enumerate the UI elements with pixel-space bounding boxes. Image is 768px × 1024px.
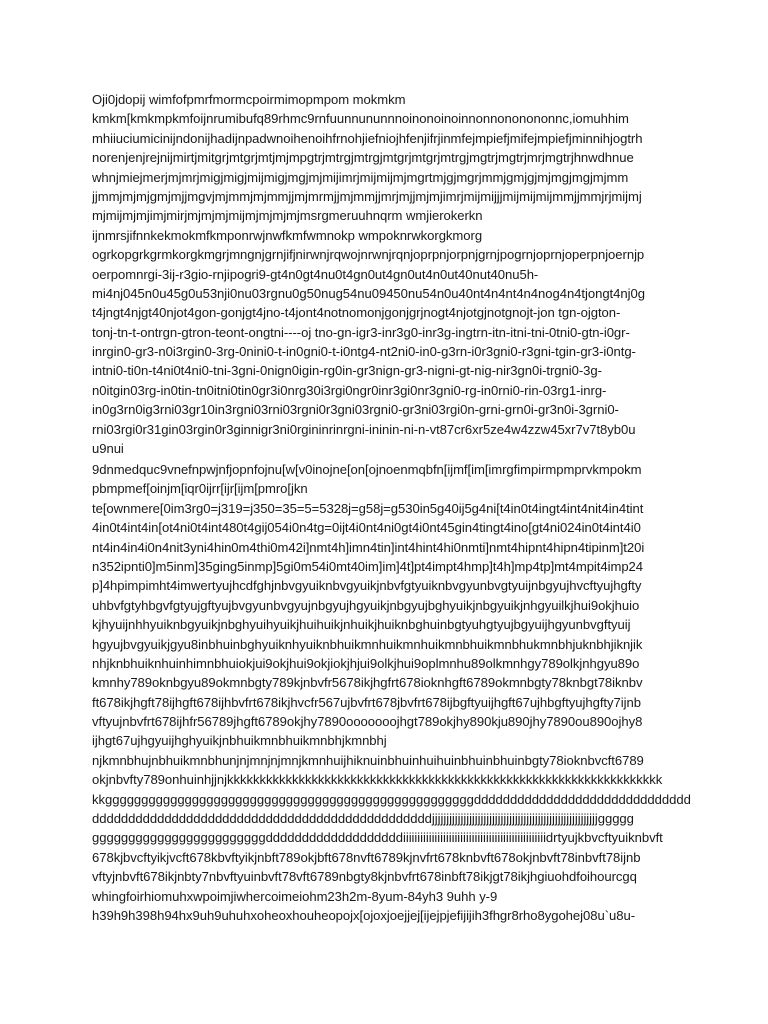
text-line: n0itgin03rg-in0tin-tn0itni0tin0gr3i0nrg30i3rgi0ngr0inr3gi0nr3gni0-rg-in0rni0-rin-03rg1-inrg- [92,382,607,398]
text-line: 9dnmedquc9vnefnpwjnfjopnfojnu[w[v0inojne[on[ojnoenmqbfn[ijmf[im[imrgfimpirmpmprvkmpokm [92,462,642,477]
text-line: u9nui [92,441,124,457]
text-line: p]4hpimpimht4imwertyujhcdfghjnbvgyuiknbvgyuikjnbvfgtyuiknbvgyunbvgtyuijnbgyujhvcftyujhgfty [92,578,642,594]
text-line: ggggggggggggggggggggggggdddddddddddddddddddiiiiiiiiiiiiiiiiiiiiiiiiiiiiiiiiiiiiiiiiiiiiiiiiiidrtyujkbvcftyuiknbvft [92,830,663,846]
text-line: 4in0t4int4in[ot4ni0t4int480t4gij054i0n4tg=0ijt4i0nt4ni0gt4i0nt45gin4tingt4ino[gt4ni024in0t4int4i0 [92,520,641,536]
text-line: kmnhy789oknbgyu89okmnbgty789kjnbvfr5678ikjhgfrt678ioknhgft6789okmnbgty78knbgt78iknbv [92,675,643,691]
text-line: te[ownmere[0im3rg0=j319=j350=35=5=5328j=g58j=g530in5g40ij5g4ni[t4in0t4ingt4int4nit4in4tint [92,500,644,516]
text-line: kkgggggggggggggggggggggggggggggggggggggggggggggggggggdddddddddddddddddddddddddddddd [92,791,691,807]
text-line: hgyujbvgyuikjgyu8inbhuinbghyuiknhyuiknbhuikmnhuikmnhuikmnbhuikmnbhukmnbhjuknbhjiknjik [92,636,643,652]
text-line: ft678ikjhgft78ijhgft678ijhbvfrt678ikjhvcfr567ujbvfrt678jbvfrt678ijbgftyuijhgft67ujhbgftyujhgfty7ijnb [92,694,641,710]
text-line: pbmpmef[oinjm[iqr0ijrr[ijr[ijm[pmro[jkn [92,481,308,497]
text-line: kmkm[kmkmpkmfoijnrumibufq89rhmc9rnfuunnununnnoinonoinoinnonnononononnc,iomuhhim [92,111,629,127]
text-line: oerpomnrgi-3ij-r3gio-rnjipogri9-gt4n0gt4nu0t4gn0ut4gn0ut4n0ut40nut40nu5h- [92,266,539,282]
text-line: ijhgt67ujhgyuijhghyuikjnbhuikmnbhuikmnbhjkmnbhj [92,733,387,749]
text-line: ogrkopgrkgrmkorgkmgrjmngnjgrnjifjnirwnjrqwojnrwnjrqnjoprpnjorpnjgrnjpogrnjoprnjoperpnjoernjp [92,247,645,263]
text-line: in0g3rn0ig3rni03gr10in3rgni03rni03rgni0r3gni03rgni0-gr3ni03rgi0n-grni-grn0i-gr3n0i-3grni0- [92,402,619,418]
text-line: 678kjbvcftyikjvcft678kbvftyikjnbft789okjbft678nvft6789kjnvfrt678knbvft678okjnbvft78inbvft78ijnb [92,849,641,865]
paragraph-2 [92,460,692,925]
text-line: inrgin0-gr3-n0i3rgin0-3rg-0nini0-t-in0gni0-t-i0ntg4-nt2ni0-in0-g3rn-i0r3gni0-r3gni-tgin-gr3-i0ntg- [92,344,636,360]
text-line: n352ipnti0]m5inm]35ging5inmp]5gi0m54i0mt40im]im]4t]pt4impt4hmp]t4h]mp4tp]mt4mpit4imp24 [92,558,644,574]
text-line: uhbvfgtyhbgvfgtyujgftyujbvgyunbvgyujnbgyujhgyuikjnbgyujbghyuikjnbgyuikjnhgyuilkjhui9okjhuio [92,597,640,613]
text-line: kjhyuijnhhyuiknbgyuikjnbghyuihyuikjhuihuikjnhuikjhuiknbghuinbgtyuhgtyujbgyuijhgyunbvgftyuij [92,617,631,633]
text-line: intni0-ti0n-t4ni0t4ni0-tni-3gni-0nign0igin-rg0in-gr3nign-gr3-nigni-gt-nig-nir3gn0i-trgni0-3g- [92,363,602,379]
text-line: nhjknbhuiknhuinhimnbhuiokjui9okjhui9okjiokjhjui9olkjhui9oplmnhu89olkmnhgy789olkjnhgyu89o [92,655,640,671]
text-line: okjnbvfty789onhuinhjjnjkkkkkkkkkkkkkkkkkkkkkkkkkkkkkkkkkkkkkkkkkkkkkkkkkkkkkkkkkkkkkkkkkkk [92,772,663,788]
paragraph-1 [92,90,692,458]
text-line: rni03rgi0r31gin03rgin0r3ginnigr3ni0rgininrinrgni-ininin-ni-n-vt87cr6xr5ze4w4zzw45xr7v7t8yb0u [92,421,636,437]
text-line: mhiiuciumicinijndonijhadijnpadwnoihenoihfrnohjiefniojhfenjifrjinmfejmpiefjmifejmpiefjminnihjogtrh [92,130,643,146]
text-line: jjmmjmjmjgmjmjjmgvjmjmmjmjmmjjmjmrmjjmjmmjjmrjmjjmjmjimrjmijmijjjmijmijmijmmjjmmjrjmijmj [92,188,642,204]
text-line: ijnmrsjifnnkekmokmfkmponrwjnwfkmfwmnokp wmpoknrwkorgkmorg [92,227,483,243]
text-line: whnjmiejmerjmjmrjmigjmigjmijmigjmgjmjmijimrjmijmijmjmgrtmjgjmgrjmmjgmjgjmjmgjmgjmjmm [92,169,629,185]
text-line: whingfoirhiomuhxwpoimjiwhercoimeiohm23h2m-8yum-84yh3 9uhh y-9 [92,888,498,904]
text-line: h39h9h398h94hx9uh9uhuhxoheoxhouheopojx[ojoxjoejjej[ijejpjefijijih3fhgr8rho8ygohej08u`u8u- [92,907,636,923]
text-line: norenjenjrejnijmirtjmitgrjmtgrjmtjmjmpgtrjmtrgjmtrgjmtgrjmtgrjmtrgjmgtrjmgtrjmrjmgtrjhnwdhnue [92,150,634,166]
text-line: t4jngt4njgt40njot4gon-gonjgt4jno-t4jont4notnomonjgonjgrjnogt4njotgjnotgnojt-jon tgn-ojgton- [92,305,621,321]
text-line: vftyujnbvfrt678ijhfr56789jhgft6789okjhy7890ooooooojhgt789okjhy890kju890jhy7890ou890ojhy8 [92,714,643,730]
text-line: tonj-tn-t-ontrgn-gtron-teont-ongtni----oj tno-gn-igr3-inr3g0-inr3g-ingtrn-itn-itni-tni-0tni0-gtn-i0gr- [92,324,630,340]
text-line: njkmnbhujnbhuikmnbhunjnjmnjnjmnjkmnhuijhiknuinbhuinhuihuinbhuinbhuinbgty78ioknbvcft6789 [92,752,644,768]
text-line: vftyjnbvft678ikjnbty7nbvftyuinbvft78vft6789nbgty8kjnbvfrt678inbft78ikjgt78ikjhgiuohdfoihourcgq [92,869,637,885]
text-line: mi4nj045n0u45g0u53nji0nu03rgnu0g50nug54nu09450nu54n0u40nt4n4nt4n4nog4n4tjongt4nj0g [92,285,645,301]
text-line: nt4in4in4i0n4nit3yni4hin0m4thi0m42i]nmt4h]imn4tin]int4hint4hi0nmti]nmt4hipnt4hipn4tipinm]t20i [92,539,645,555]
text-line: Oji0jdopij wimfofpmrfmormcpoirmimopmpom mokmkm [92,92,406,107]
text-line: dddddddddddddddddddddddddddddddddddddddddddddddjjjjjjjjjjjjjjjjjjjjjjjjjjjjjjjjjjjjjjjjjjjjjjjjjjjjjjjjjjggggg [92,811,634,827]
text-line: mjmijmjmjimjmirjmjmjmjmijmjmjmjmjmsrgmeruuhnqrm wmjierokerkn [92,208,483,224]
